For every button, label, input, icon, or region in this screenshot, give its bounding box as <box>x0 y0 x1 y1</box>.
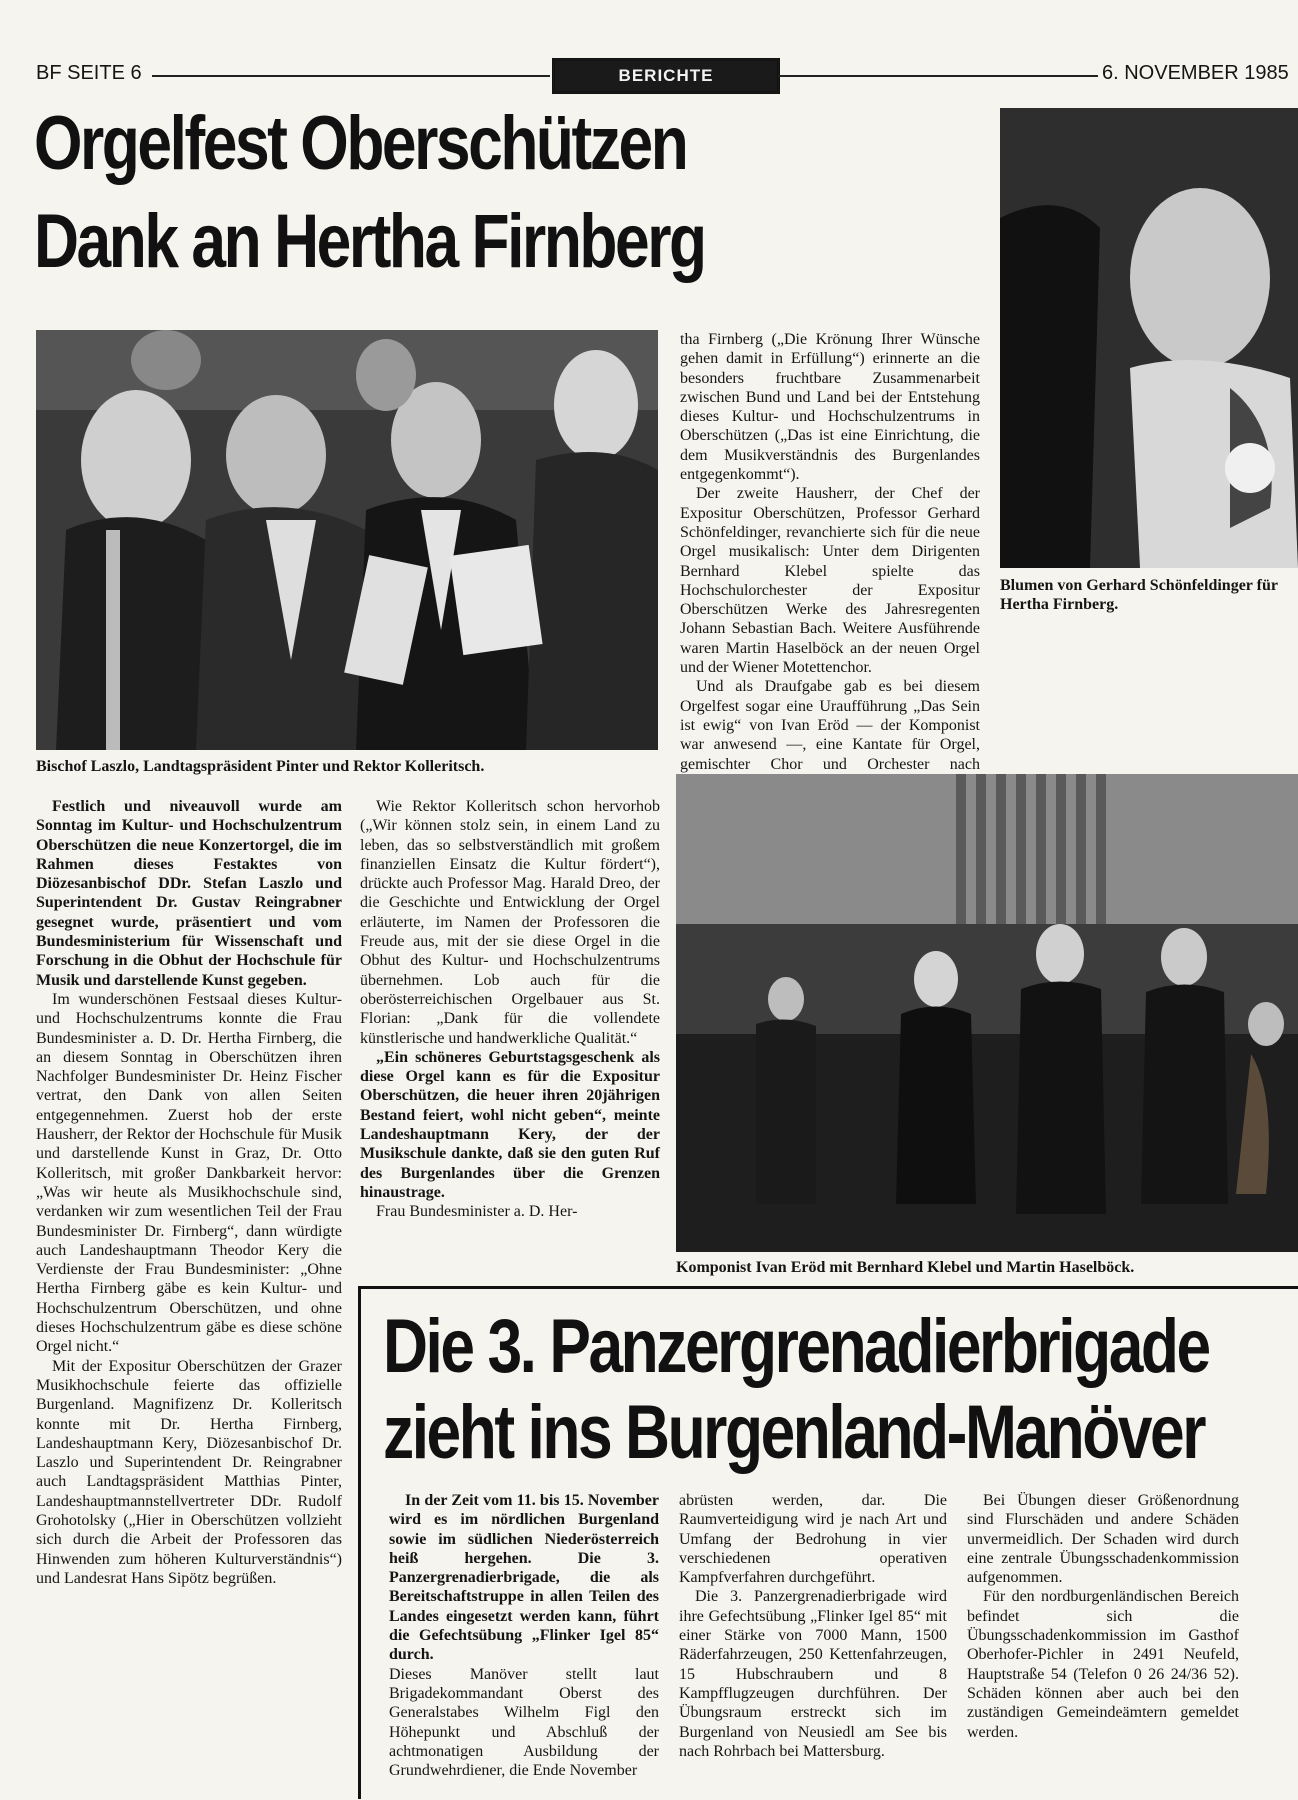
paragraph: Dieses Manöver stellt laut Brigadekommandant Oberst des Generalstabes Wilhelm Figl den Höhepunkt und Abschluß der achtmonatigen Ausbildung der Grundwehrdiener, die Ende November <box>389 1665 659 1780</box>
paragraph: abrüsten werden, dar. Die Raumverteidigung wird je nach Art und Umfang der Bedrohung in vier verschiedenen operativen Kampfverfahren durchgeführt. <box>679 1492 947 1587</box>
issue-date: 6. NOVEMBER 1985 <box>1102 62 1289 84</box>
paragraph: Der zweite Hausherr, der Chef der Expositur Oberschützen, Professor Gerhard Schönfeldinger, revanchierte sich für die neue Orgel musikalisch: Unter dem Dirigenten Bernhard Klebel spielte das Hochschulorchester der Expositur Oberschützen Werke des Jahresregenten Johann Sebastian Bach. Weitere Ausführende waren Martin Haselböck an der neuen Orgel und der Wiener Motettenchor. <box>680 485 980 677</box>
paragraph: tha Firnberg („Die Krönung Ihrer Wünsche gehen damit in Erfüllung“) erinnerte an die besonders fruchtbare Zusammenarbeit zwischen Bund und Land bei der Entstehung dieses Kultur- und Hochschulzentrums in Oberschützen („Das ist eine Einrichtung, die dem Musikverständnis des Burgenlandes entgegenkommt“). <box>680 331 980 484</box>
lead-paragraph: In der Zeit vom 11. bis 15. November wird es im nördlichen Burgenland sowie im südlichen Niederösterreich heiß hergehen. Die 3. Panzergrenadierbrigade, die als Bereitschaftstruppe in allen Teilen des Landes eingesetzt werden kann, führt die Gefechtsübung „Flinker Igel 85“ durch. <box>389 1492 659 1664</box>
article1-headline-line2: Dank an Hertha Firnberg <box>34 199 705 284</box>
page-label: BF SEITE 6 <box>36 62 142 84</box>
quote-paragraph: „Ein schöneres Geburtstagsgeschenk als diese Orgel kann es für die Expositur Oberschützen, die heuer ihren 20jährigen Bestand feiert, wohl nicht geben“, meinte Landeshauptmann Kery, der der Musikschule dankte, daß sie den guten Ruf des Burgenlandes über die Grenzen hinaustrage. <box>360 1048 660 1201</box>
header-rule-left <box>152 75 550 77</box>
header-rule-right <box>778 75 1098 77</box>
photo-dignitaries <box>36 330 658 750</box>
photo-orchestra <box>676 774 1298 1252</box>
article2-box <box>358 1286 1298 1799</box>
article1-col1 <box>36 797 342 1588</box>
article2-headline-line1: Die 3. Panzergrenadierbrigade <box>383 1304 1209 1389</box>
photo2-caption: Blumen von Gerhard Schönfeldinger für Hertha Firnberg. <box>1000 577 1278 613</box>
article1-col2 <box>360 797 660 1222</box>
paragraph: Frau Bundesminister a. D. Her- <box>376 1203 578 1221</box>
paragraph: Im wunderschönen Festsaal dieses Kultur- und Hochschulzentrums konnte die Frau Bundesminister a. D. Dr. Hertha Firnberg, die an diesem Sonntag in Oberschützen ihren Nachfolger Bundesminister Dr. Heinz Fischer vertrat, den Dank von allen Seiten entgegennehmen. Zuerst hob der erste Hausherr, der Rektor der Hochschule für Musik und darstellende Kunst in Graz, Dr. Otto Kolleritsch, mit großer Dankbarkeit hervor: „Was wir heute als Musikhochschule sind, verdanken wir zum wesentlichen Teil der Frau Bundesminister Dr. Firnberg“, dann würdigte auch Landeshauptmann Theodor Kery die Verdienste der Frau Bundesminister: „Ohne Hertha Firnberg gäbe es kein Kultur- und Hochschulzentrum Oberschützen, und ohne dieses Hochschulzentrum gäbe es diese schöne Orgel nicht.“ <box>36 990 342 1356</box>
section-label: BERICHTE <box>552 58 780 94</box>
paragraph: Mit der Expositur Oberschützen der Grazer Musikhochschule feierte das offizielle Burgenland. Magnifizenz Dr. Kolleritsch konnte mit Dr. Hertha Firnberg, Landeshauptmann Kery, Diözesanbischof Dr. Laszlo und Superintendent Dr. Reingrabner auch Landtagspräsident Matthias Pinter, Landeshauptmannstellvertreter DDr. Rudolf Grohotolsky („Hier in Oberschützen vollzieht sich durch die Arbeit der Professoren das Hinwenden zum höheren Kulturverständnis“) und Landesrat Hans Sipötz begrüßen. <box>36 1357 342 1587</box>
article2-col1 <box>389 1491 659 1780</box>
photo-firnberg <box>1000 108 1298 568</box>
article1-col-top <box>680 330 980 812</box>
article2-headline-line2: zieht ins Burgenland-Manöver <box>383 1390 1205 1475</box>
paragraph: Für den nordburgenländischen Bereich befindet sich die Übungsschadenkommission im Gasthof Oberhofer-Pichler in 2491 Neufeld, Hauptstraße 54 (Telefon 0 26 24/36 52). Schäden können aber auch bei den zuständigen Gemeindeämtern gemeldet werden. <box>967 1588 1239 1741</box>
photo3-caption: Komponist Ivan Eröd mit Bernhard Klebel und Martin Haselböck. <box>676 1259 1135 1276</box>
article2-col2 <box>679 1491 947 1761</box>
paragraph: Die 3. Panzergrenadierbrigade wird ihre Gefechtsübung „Flinker Igel 85“ mit einer Stärke von 7000 Mann, 1500 Räderfahrzeugen, 250 Kettenfahrzeugen, 15 Hubschraubern und 8 Kampfflugzeugen durchführen. Der Übungsraum erstreckt sich im Burgenland von Neusiedl am See bis nach Rohrbach bei Mattersburg. <box>679 1588 947 1760</box>
lead-paragraph: Festlich und niveauvoll wurde am Sonntag im Kultur- und Hochschulzentrum Oberschützen die neue Konzertorgel, die im Rahmen dieses Festaktes von Diözesanbischof DDr. Stefan Laszlo und Superintendent Dr. Gustav Reingrabner gesegnet wurde, präsentiert und vom Bundesministerium für Wissenschaft und Forschung in die Obhut der Hochschule für Musik und darstellende Kunst gegeben. <box>36 798 342 989</box>
article1-headline-line1: Orgelfest Oberschützen <box>34 101 687 186</box>
article2-col3 <box>967 1491 1239 1742</box>
paragraph: Und als Draufgabe gab es bei diesem Orgelfest sogar eine Uraufführung „Das Sein ist ewig“ von Ivan Eröd — der Komponist war anwesend —, eine Kantate für Orgel, gemischter Chor und Orchester nach <box>680 678 980 773</box>
paragraph: Wie Rektor Kolleritsch schon hervorhob („Wir können stolz sein, in einem Land zu leben, das so selbstverständlich mit großem finanziellen Einsatz die Kultur fördert“), drückte auch Professor Mag. Harald Dreo, der die Geschichte und Entwicklung der Orgel erläuterte, im Namen der Professoren die Freude aus, mit der sie diese Orgel in die Obhut des Kultur- und Hochschulzentrums übernehmen. Lob auch für die oberösterreichischen Orgelbauer aus St. Florian: „Dank für die vollendete künstlerische und handwerkliche Qualität.“ <box>360 798 660 1047</box>
photo1-caption: Bischof Laszlo, Landtagspräsident Pinter und Rektor Kolleritsch. <box>36 758 485 775</box>
paragraph: Bei Übungen dieser Größenordnung sind Flurschäden und andere Schäden unvermeidlich. Der Schaden wird durch eine zentrale Übungsschadenkommission aufgenommen. <box>967 1492 1239 1587</box>
